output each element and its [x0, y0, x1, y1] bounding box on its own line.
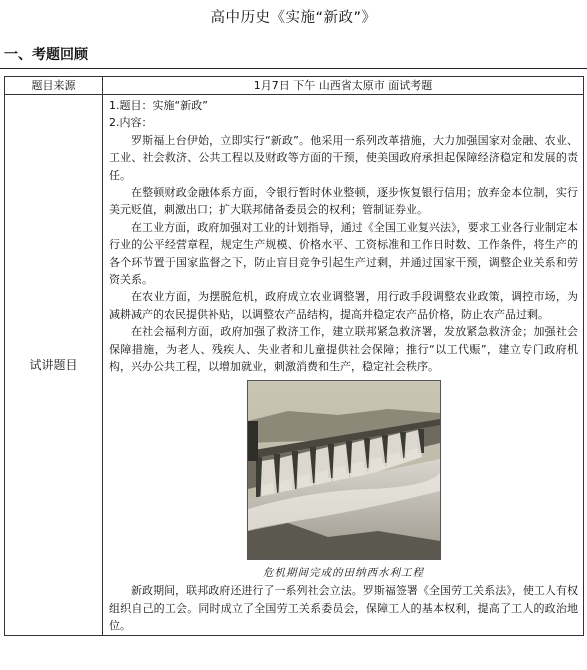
header-source-value: 1月7日 下午 山西省太原市 面试考题: [103, 77, 584, 95]
table-header-row: [5, 77, 584, 95]
row-label-topic: 试讲题目: [5, 95, 103, 636]
dam-photo: [247, 380, 441, 560]
topic-content: [103, 95, 583, 635]
topic-item-2: 2.内容：: [109, 116, 153, 130]
section-divider: [0, 68, 587, 69]
table-row: [5, 95, 584, 636]
paragraph-intro: 罗斯福上台伊始，立即实行“新政”。他采用一系列改革措施，大力加强国家对金融、农业、工业、社会救济、公共工程以及财政等方面的干预，使美国政府承担起保障经济稳定和发展的责任。: [109, 133, 578, 182]
paragraph-welfare: 在社会福利方面，政府加强了救济工作，建立联邦紧急救济署，发放紧急救济金；加强社会保障措施，为老人、残疾人、失业者和儿童提供社会保障；推行“以工代赈”，建立专门政府机构，兴办公共工程，以增加就业，刺激消费和生产，稳定社会秩序。: [109, 325, 578, 374]
document-title: 高中历史《实施“新政”》: [210, 10, 377, 26]
figure-caption: 危机期间完成的田纳西水利工程: [263, 566, 424, 579]
topic-item-1: 1.题目：实施“新政”: [109, 99, 208, 112]
header-source-label: 题目来源: [5, 77, 103, 95]
exam-table: [4, 76, 584, 636]
topic-content-cell: [103, 95, 584, 636]
figure: [109, 380, 578, 583]
paragraph-finance: 在整顿财政金融体系方面，令银行暂时休业整顿，逐步恢复银行信用；放弃金本位制，实行美元贬值，刺激出口；扩大联邦储备委员会的权利；管制证券业。: [109, 186, 578, 217]
paragraph-industry: 在工业方面，政府加强对工业的计划指导，通过《全国工业复兴法》，要求工业各行业制定本行业的公平经营章程，规定生产规模、价格水平、工资标准和工作日时数、工作条件，将生产的各个环节置于国家监督之下，防止盲目竞争引起生产过剩，并通过国家干预，调整企业关系和劳资关系。: [109, 220, 578, 287]
paragraph-agriculture: 在农业方面，为摆脱危机，政府成立农业调整署，用行政手段调整农业政策，调控市场，为减耕减产的农民提供补贴，以调整农产品结构，提高并稳定农产品价格，防止农产品过剩。: [109, 290, 578, 321]
section-heading: 一、考题回顾: [4, 47, 88, 63]
paragraph-legislation: 新政期间，联邦政府还进行了一系列社会立法。罗斯福签署《全国劳工关系法》，使工人有权组织自己的工会。同时成立了全国劳工关系委员会，保障工人的基本权利，提高了工人的政治地位。: [109, 584, 578, 633]
